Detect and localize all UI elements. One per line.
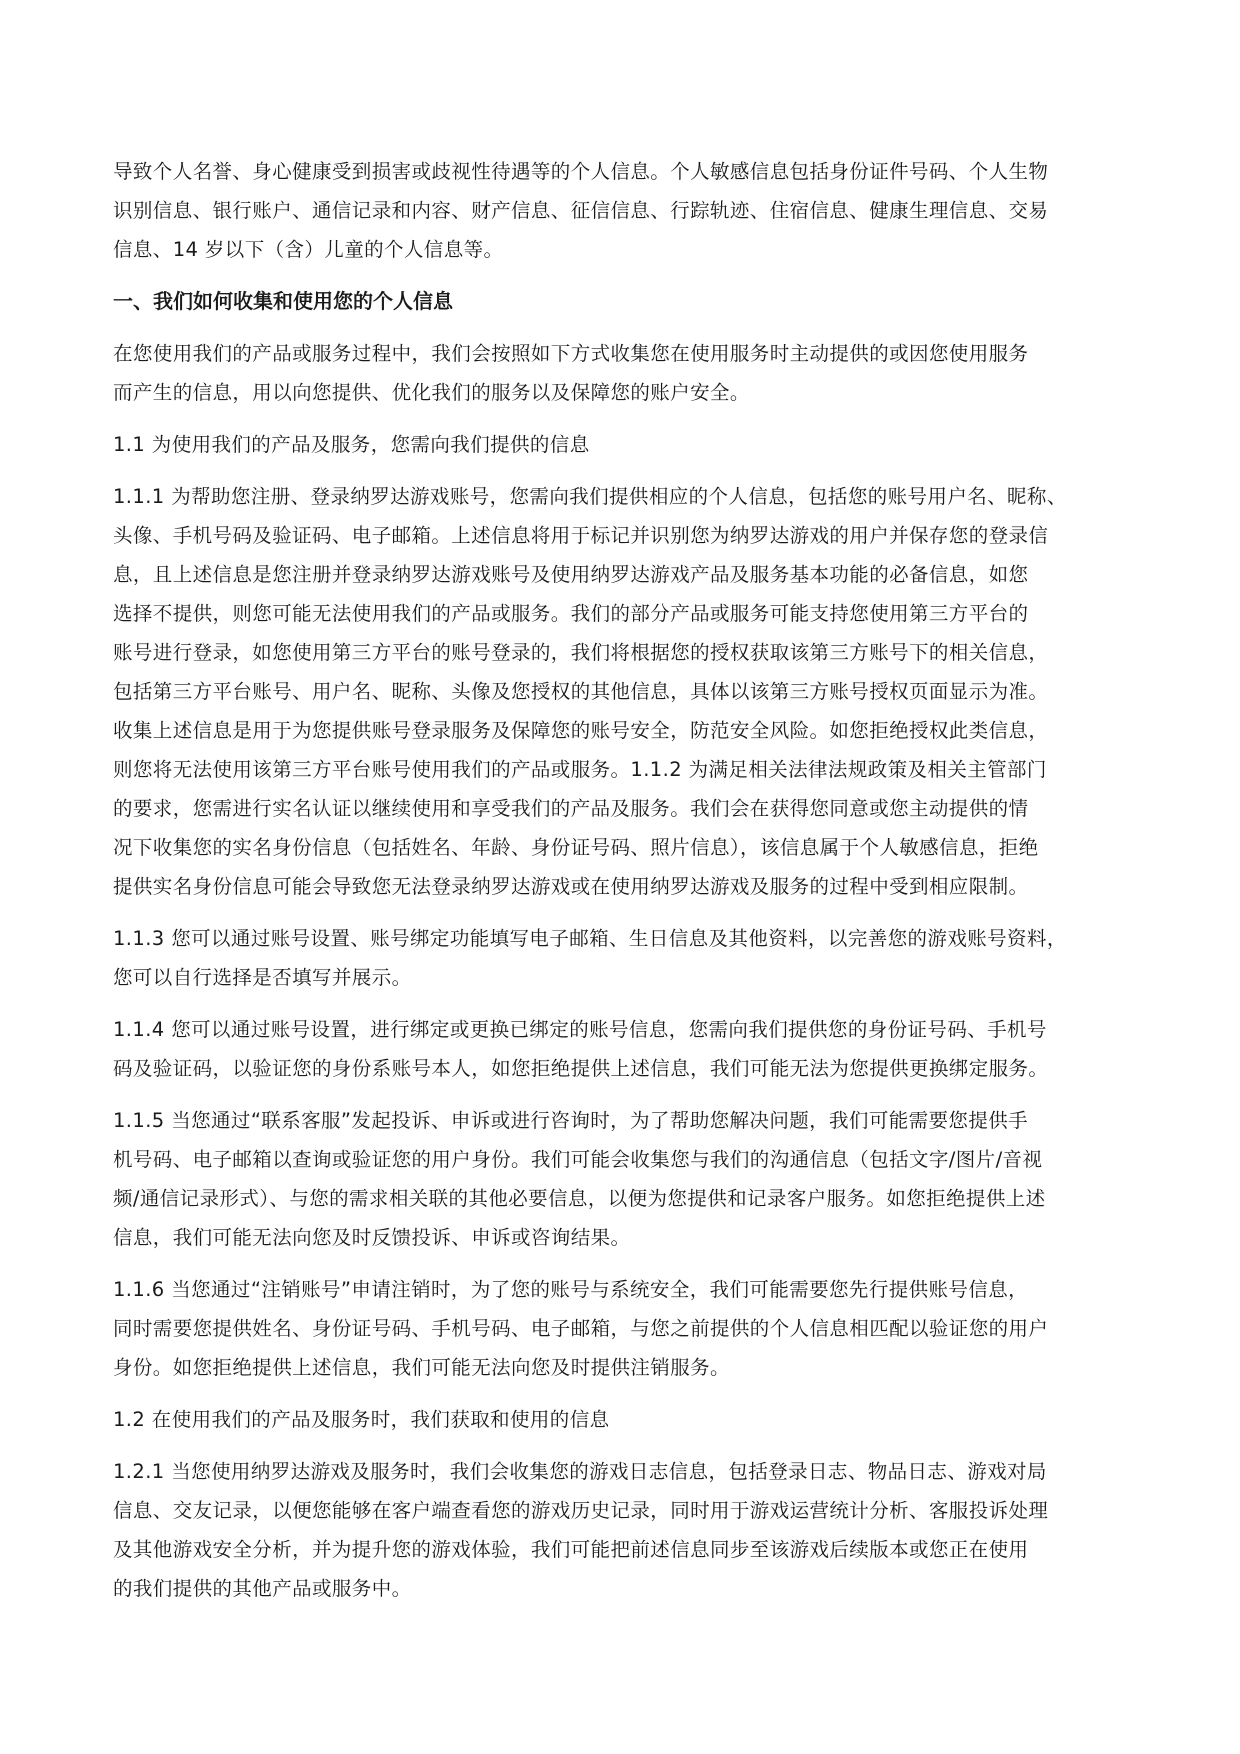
text-line: 信息、交友记录，以便您能够在客户端查看您的游戏历史记录，同时用于游戏运营统计分析、客服投诉处理 <box>113 1499 1049 1522</box>
text-line: 包括第三方平台账号、用户名、昵称、头像及您授权的其他信息，具体以该第三方账号授权页面显示为准。 <box>113 680 1049 703</box>
text-line: 信息，我们可能无法向您及时反馈投诉、申诉或咨询结果。 <box>113 1226 631 1249</box>
subsection-1-2-title <box>113 1400 1133 1439</box>
text-line: 的我们提供的其他产品或服务中。 <box>113 1577 412 1600</box>
intro-paragraph <box>113 152 1133 269</box>
text-line: 机号码、电子邮箱以查询或验证您的用户身份。我们可能会收集您与我们的沟通信息（包括文字/图片/音视 <box>113 1148 1043 1171</box>
text-line: 收集上述信息是用于为您提供账号登录服务及保障您的账号安全，防范安全风险。如您拒绝授权此类信息， <box>113 719 1049 742</box>
subsection-1-1-title <box>113 425 1133 464</box>
text-line: 1.1.1 为帮助您注册、登录纳罗达游戏账号，您需向我们提供相应的个人信息，包括您的账号用户名、昵称、 <box>113 485 1067 508</box>
text-line: 1.1.6 当您通过“注销账号”申请注销时，为了您的账号与系统安全，我们可能需要您先行提供账号信息， <box>113 1278 1029 1301</box>
text-line: 1.1 为使用我们的产品及服务，您需向我们提供的信息 <box>113 433 590 456</box>
text-line: 账号进行登录，如您使用第三方平台的账号登录的，我们将根据您的授权获取该第三方账号下的相关信息， <box>113 641 1049 664</box>
text-line: 信息、14 岁以下（含）儿童的个人信息等。 <box>113 238 504 261</box>
text-line: 选择不提供，则您可能无法使用我们的产品或服务。我们的部分产品或服务可能支持您使用第三方平台的 <box>113 602 1029 625</box>
section-heading: 一、我们如何收集和使用您的个人信息 <box>113 289 453 313</box>
text-line: 1.1.3 您可以通过账号设置、账号绑定功能填写电子邮箱、生日信息及其他资料，以完善您的游戏账号资料， <box>113 927 1067 950</box>
text-line: 1.2 在使用我们的产品及服务时，我们获取和使用的信息 <box>113 1408 610 1431</box>
text-line: 1.1.4 您可以通过账号设置，进行绑定或更换已绑定的账号信息，您需向我们提供您的身份证号码、手机号 <box>113 1018 1047 1041</box>
text-line: 导致个人名誉、身心健康受到损害或歧视性待遇等的个人信息。个人敏感信息包括身份证件号码、个人生物 <box>113 160 1049 183</box>
text-line: 的要求，您需进行实名认证以继续使用和享受我们的产品及服务。我们会在获得您同意或您主动提供的情 <box>113 797 1029 820</box>
paragraph-1-1-6 <box>113 1270 1133 1387</box>
document-page <box>113 152 1133 1621</box>
text-line: 在您使用我们的产品或服务过程中，我们会按照如下方式收集您在使用服务时主动提供的或因您使用服务 <box>113 342 1029 365</box>
paragraph-1-1-4 <box>113 1010 1133 1088</box>
text-line: 则您将无法使用该第三方平台账号使用我们的产品或服务。1.1.2 为满足相关法律法规政策及相关主管部门 <box>113 758 1047 781</box>
paragraph-1-1-3 <box>113 919 1133 997</box>
text-line: 频/通信记录形式）、与您的需求相关联的其他必要信息，以便为您提供和记录客户服务。如您拒绝提供上述 <box>113 1187 1046 1210</box>
text-line: 身份。如您拒绝提供上述信息，我们可能无法向您及时提供注销服务。 <box>113 1356 730 1379</box>
text-line: 况下收集您的实名身份信息（包括姓名、年龄、身份证号码、照片信息），该信息属于个人敏感信息，拒绝 <box>113 836 1039 859</box>
text-line: 及其他游戏安全分析，并为提升您的游戏体验，我们可能把前述信息同步至该游戏后续版本或您正在使用 <box>113 1538 1029 1561</box>
text-line: 而产生的信息，用以向您提供、优化我们的服务以及保障您的账户安全。 <box>113 381 750 404</box>
text-line: 您可以自行选择是否填写并展示。 <box>113 966 412 989</box>
text-line: 头像、手机号码及验证码、电子邮箱。上述信息将用于标记并识别您为纳罗达游戏的用户并保存您的登录信 <box>113 524 1049 547</box>
paragraph-1-1-1 <box>113 477 1133 906</box>
text-line: 提供实名身份信息可能会导致您无法登录纳罗达游戏或在使用纳罗达游戏及服务的过程中受到相应限制。 <box>113 875 1029 898</box>
paragraph-collection-intro <box>113 334 1133 412</box>
text-line: 息，且上述信息是您注册并登录纳罗达游戏账号及使用纳罗达游戏产品及服务基本功能的必备信息，如您 <box>113 563 1029 586</box>
text-line: 1.1.5 当您通过“联系客服”发起投诉、申诉或进行咨询时，为了帮助您解决问题，我们可能需要您提供手 <box>113 1109 1029 1132</box>
text-line: 同时需要您提供姓名、身份证号码、手机号码、电子邮箱，与您之前提供的个人信息相匹配以验证您的用户 <box>113 1317 1049 1340</box>
text-line: 1.2.1 当您使用纳罗达游戏及服务时，我们会收集您的游戏日志信息，包括登录日志、物品日志、游戏对局 <box>113 1460 1047 1483</box>
paragraph-1-2-1 <box>113 1452 1133 1608</box>
text-line: 码及验证码，以验证您的身份系账号本人，如您拒绝提供上述信息，我们可能无法为您提供更换绑定服务。 <box>113 1057 1049 1080</box>
text-line: 识别信息、银行账户、通信记录和内容、财产信息、征信信息、行踪轨迹、住宿信息、健康生理信息、交易 <box>113 199 1049 222</box>
paragraph-1-1-5 <box>113 1101 1133 1257</box>
